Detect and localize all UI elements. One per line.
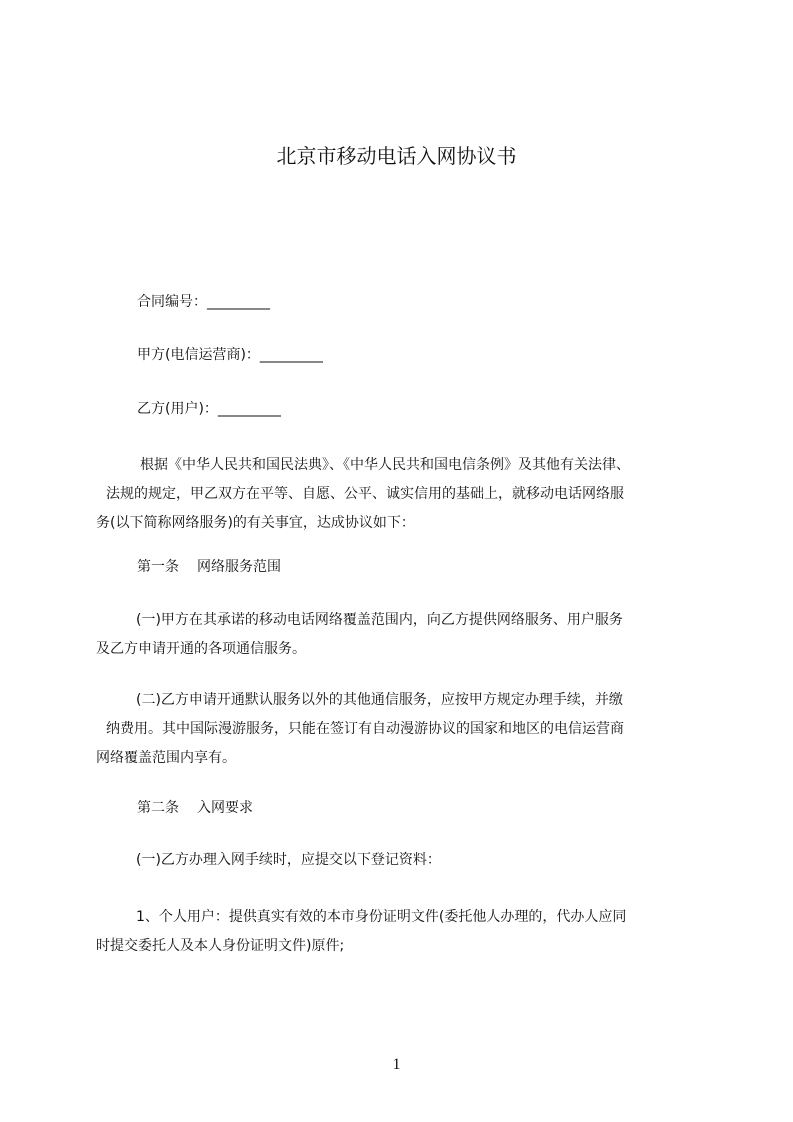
preamble-line: 根据《中华人民共和国民法典》、《中华人民共和国电信条例》及其他有关法律、	[140, 457, 630, 473]
clause-line: 纳费用。其中国际漫游服务，只能在签订有自动漫游协议的国家和地区的电信运营商	[106, 721, 624, 737]
party-b-field: 乙方(用户)：_________	[137, 401, 281, 417]
page-number: 1	[392, 1056, 401, 1073]
article-2-heading	[137, 798, 253, 818]
article-1-clause-2	[96, 686, 702, 773]
article-1-clause-1	[96, 606, 702, 664]
article-number: 第二条	[137, 800, 179, 816]
clause-line: 及乙方申请开通的各项通信服务。	[96, 641, 306, 657]
clause-line: (一)甲方在其承诺的移动电话网络覆盖范围内，向乙方提供网络服务、用户服务	[136, 612, 623, 628]
article-2-item-1	[96, 903, 702, 961]
article-title: 入网要求	[197, 800, 253, 816]
article-number: 第一条	[137, 559, 179, 575]
preamble-line: 务(以下简称网络服务)的有关事宜，达成协议如下：	[96, 515, 415, 531]
document-title: 北京市移动电话入网协议书	[276, 144, 517, 168]
contract-number-field: 合同编号：_________	[137, 294, 270, 310]
article-2-clause-1: (一)乙方办理入网手续时，应提交以下登记资料：	[136, 852, 441, 868]
article-1-heading	[137, 557, 281, 577]
article-title: 网络服务范围	[197, 559, 281, 575]
item-line: 时提交委托人及本人身份证明文件)原件;	[96, 938, 345, 954]
item-line: 1、个人用户：提供真实有效的本市身份证明文件(委托他人办理的，代办人应同	[136, 909, 627, 925]
clause-line: (二)乙方申请开通默认服务以外的其他通信服务，应按甲方规定办理手续，并缴	[136, 692, 623, 708]
preamble-line: 法规的规定，甲乙双方在平等、自愿、公平、诚实信用的基础上，就移动电话网络服	[106, 486, 624, 502]
preamble-paragraph	[96, 451, 702, 538]
clause-line: 网络覆盖范围内享有。	[96, 750, 236, 766]
party-a-field: 甲方(电信运营商)：_________	[137, 347, 323, 363]
